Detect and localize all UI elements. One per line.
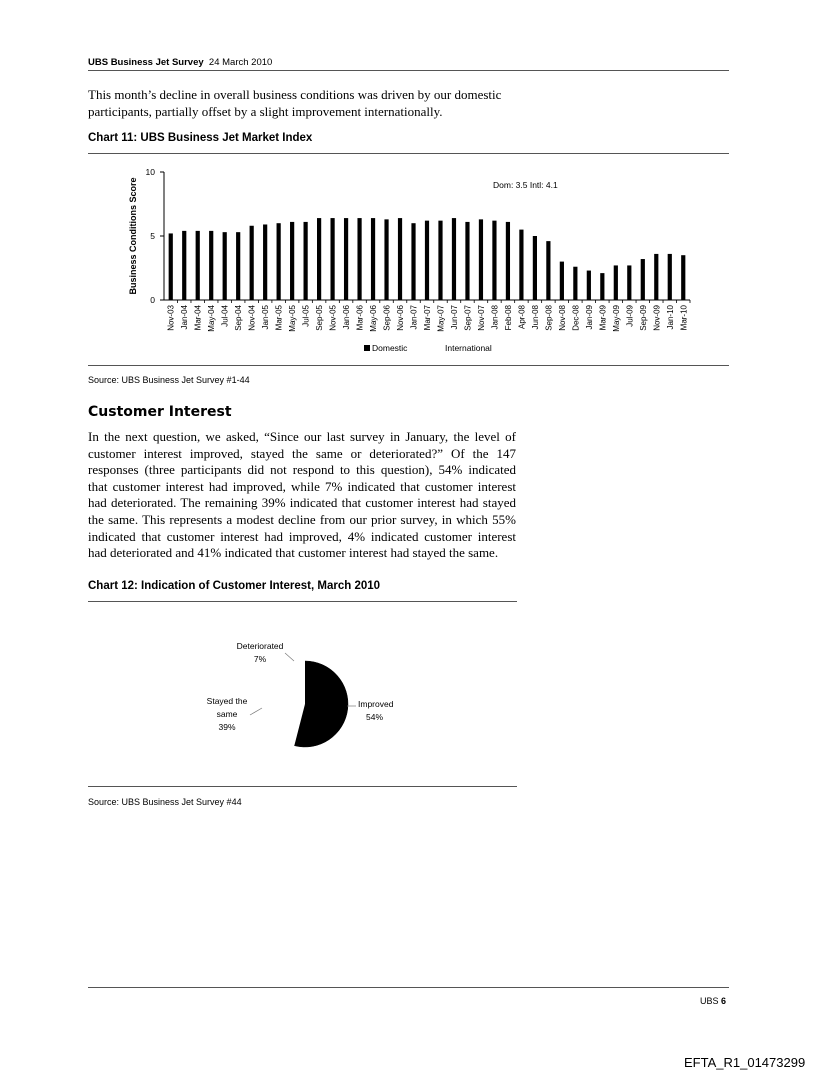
pie-leader-deteriorated xyxy=(285,653,294,661)
chart11-top-divider xyxy=(88,153,729,154)
chart11-title: Chart 11: UBS Business Jet Market Index xyxy=(88,132,313,144)
x-tick-label: May-04 xyxy=(207,305,217,332)
bar-domestic xyxy=(519,230,523,300)
x-tick-label: Jun-08 xyxy=(530,305,540,330)
chart12-pie-chart xyxy=(88,610,517,780)
bar-domestic xyxy=(627,265,631,300)
x-tick-label: Nov-09 xyxy=(652,305,662,331)
bar-domestic xyxy=(438,221,442,300)
chart11-source: Source: UBS Business Jet Survey #1-44 xyxy=(88,375,250,385)
bar-domestic xyxy=(250,226,254,300)
bar-domestic xyxy=(344,218,348,300)
bar-domestic xyxy=(587,271,591,300)
bar-domestic xyxy=(236,232,240,300)
running-header xyxy=(88,57,272,68)
pie-label-deteriorated: Deteriorated xyxy=(236,641,284,651)
bar-domestic xyxy=(479,219,483,300)
x-tick-label: Jan-09 xyxy=(584,305,594,330)
x-tick-label: Mar-10 xyxy=(679,305,689,331)
x-tick-label: May-05 xyxy=(288,305,298,332)
paragraph-line: that customer interest had improved, while 7% indicated that customer interest xyxy=(88,478,516,494)
footer-page: 6 xyxy=(721,996,727,1006)
chart11-bar-chart xyxy=(88,160,729,360)
x-tick-label: Jun-07 xyxy=(449,305,459,330)
paragraph-line: responses (three participants did not respond to this question), 54% indicated xyxy=(88,462,516,478)
chart12-bottom-divider xyxy=(88,786,517,787)
y-tick-label: 10 xyxy=(145,167,155,177)
customer-interest-paragraph xyxy=(88,429,516,562)
bar-domestic xyxy=(330,218,334,300)
bar-domestic xyxy=(317,218,321,300)
bar-domestic xyxy=(196,231,200,300)
chart12-source: Source: UBS Business Jet Survey #44 xyxy=(88,797,242,807)
x-tick-label: Mar-09 xyxy=(598,305,608,331)
section-title: Customer Interest xyxy=(88,404,232,420)
pie-leader-stayed xyxy=(250,708,262,715)
bar-domestic xyxy=(290,222,294,300)
chart11-annotation: Dom: 3.5 Intl: 4.1 xyxy=(493,180,558,190)
x-tick-label: Jan-07 xyxy=(409,305,419,330)
bar-domestic xyxy=(492,221,496,300)
bar-domestic xyxy=(411,223,415,300)
bar-domestic xyxy=(169,233,173,300)
x-tick-label: Jul-09 xyxy=(625,305,635,327)
x-tick-label: Jul-04 xyxy=(220,305,230,327)
bar-domestic xyxy=(465,222,469,300)
legend-international-label: International xyxy=(445,343,492,353)
x-tick-label: Dec-08 xyxy=(571,305,581,331)
x-tick-label: May-06 xyxy=(369,305,379,332)
x-tick-label: Jan-08 xyxy=(490,305,500,330)
bar-domestic xyxy=(223,232,227,300)
x-tick-label: May-09 xyxy=(611,305,621,332)
legend-domestic-swatch xyxy=(364,345,370,351)
bar-domestic xyxy=(681,255,685,300)
bar-domestic xyxy=(573,267,577,300)
page-number xyxy=(700,996,726,1006)
bar-domestic xyxy=(533,236,537,300)
bar-domestic xyxy=(560,262,564,300)
x-tick-label: Sep-05 xyxy=(315,305,325,331)
x-tick-label: Jul-05 xyxy=(301,305,311,327)
bar-domestic xyxy=(600,273,604,300)
x-tick-label: Sep-06 xyxy=(382,305,392,331)
pie-pct-improved: 54% xyxy=(366,712,384,722)
y-tick-label: 0 xyxy=(150,295,155,305)
legend-domestic-label: Domestic xyxy=(372,343,408,353)
x-tick-label: Sep-04 xyxy=(234,305,244,331)
intro-paragraph: This month’s decline in overall business conditions was driven by our domestic participants, partially offset by a slight improvement internationally. xyxy=(88,87,502,119)
x-tick-label: Jan-05 xyxy=(261,305,271,330)
x-tick-label: Nov-04 xyxy=(247,305,257,331)
bar-domestic xyxy=(357,218,361,300)
x-tick-label: Apr-08 xyxy=(517,305,527,330)
header-divider xyxy=(88,70,729,71)
chart11-y-axis-label: Business Conditions Score xyxy=(128,177,138,295)
x-tick-label: Nov-07 xyxy=(476,305,486,331)
x-tick-label: Nov-05 xyxy=(328,305,338,331)
bar-domestic xyxy=(304,222,308,300)
pie-label-stayed-line2: same xyxy=(216,709,238,719)
bar-domestic xyxy=(452,218,456,300)
pie-label-improved: Improved xyxy=(358,699,394,709)
x-tick-label: Nov-03 xyxy=(166,305,176,331)
paragraph-line: had deteriorated. The remaining 39% indicated that customer interest had stayed xyxy=(88,495,516,511)
paragraph-line: In the next question, we asked, “Since our last survey in January, the level of xyxy=(88,429,516,444)
document-id: EFTA_R1_01473299 xyxy=(684,1055,806,1070)
x-tick-label: Jan-10 xyxy=(665,305,675,330)
paragraph-line: had deteriorated and 41% indicated that customer interest had stayed the same. xyxy=(88,545,499,561)
x-tick-label: Mar-07 xyxy=(423,305,432,331)
bar-domestic xyxy=(277,223,281,300)
pie-pct-stayed: 39% xyxy=(218,722,236,732)
bar-domestic xyxy=(371,218,375,300)
header-date: 24 March 2010 xyxy=(208,57,273,68)
paragraph-line: customer interest improved, stayed the same or deteriorated?” Of the 147 xyxy=(88,445,516,461)
paragraph-line: the same. This represents a modest decline from our prior survey, in which 55% xyxy=(88,511,516,527)
bar-domestic xyxy=(425,221,429,300)
bar-domestic xyxy=(641,259,645,300)
x-tick-label: Nov-06 xyxy=(396,305,406,331)
pie-label-stayed-line1: Stayed the xyxy=(206,696,248,706)
pie-pct-deteriorated: 7% xyxy=(253,654,267,664)
bar-domestic xyxy=(384,219,388,300)
x-tick-label: May-07 xyxy=(436,305,446,332)
bar-domestic xyxy=(506,222,510,300)
bar-domestic xyxy=(614,265,618,300)
bar-domestic xyxy=(654,254,658,300)
bar-domestic xyxy=(182,231,186,300)
x-tick-label: Feb-08 xyxy=(503,305,513,331)
bar-domestic xyxy=(398,218,402,300)
x-tick-label: Jan-04 xyxy=(180,305,190,330)
x-tick-label: Mar-05 xyxy=(274,305,284,331)
x-tick-label: Sep-07 xyxy=(463,305,473,331)
x-tick-label: Mar-04 xyxy=(193,305,203,331)
bar-domestic xyxy=(668,254,672,300)
bar-domestic xyxy=(546,241,550,300)
chart12-title: Chart 12: Indication of Customer Interest, March 2010 xyxy=(88,580,381,592)
x-tick-label: Nov-08 xyxy=(557,305,567,331)
y-tick-label: 5 xyxy=(150,231,155,241)
x-tick-label: Mar-06 xyxy=(355,305,365,331)
x-tick-label: Jan-06 xyxy=(342,305,352,330)
x-tick-label: Sep-09 xyxy=(638,305,648,331)
paragraph-line: indicated that customer interest had improved, 4% indicated customer interest xyxy=(88,528,516,544)
chart12-top-divider xyxy=(88,601,517,602)
chart11-bottom-divider xyxy=(88,365,729,366)
bar-domestic xyxy=(209,231,213,300)
footer-divider xyxy=(88,987,729,988)
x-tick-label: Sep-08 xyxy=(544,305,554,331)
header-title: UBS Business Jet Survey xyxy=(88,57,204,68)
legend-international-swatch xyxy=(434,345,440,351)
footer-prefix: UBS xyxy=(700,996,719,1006)
bar-domestic xyxy=(263,224,267,300)
